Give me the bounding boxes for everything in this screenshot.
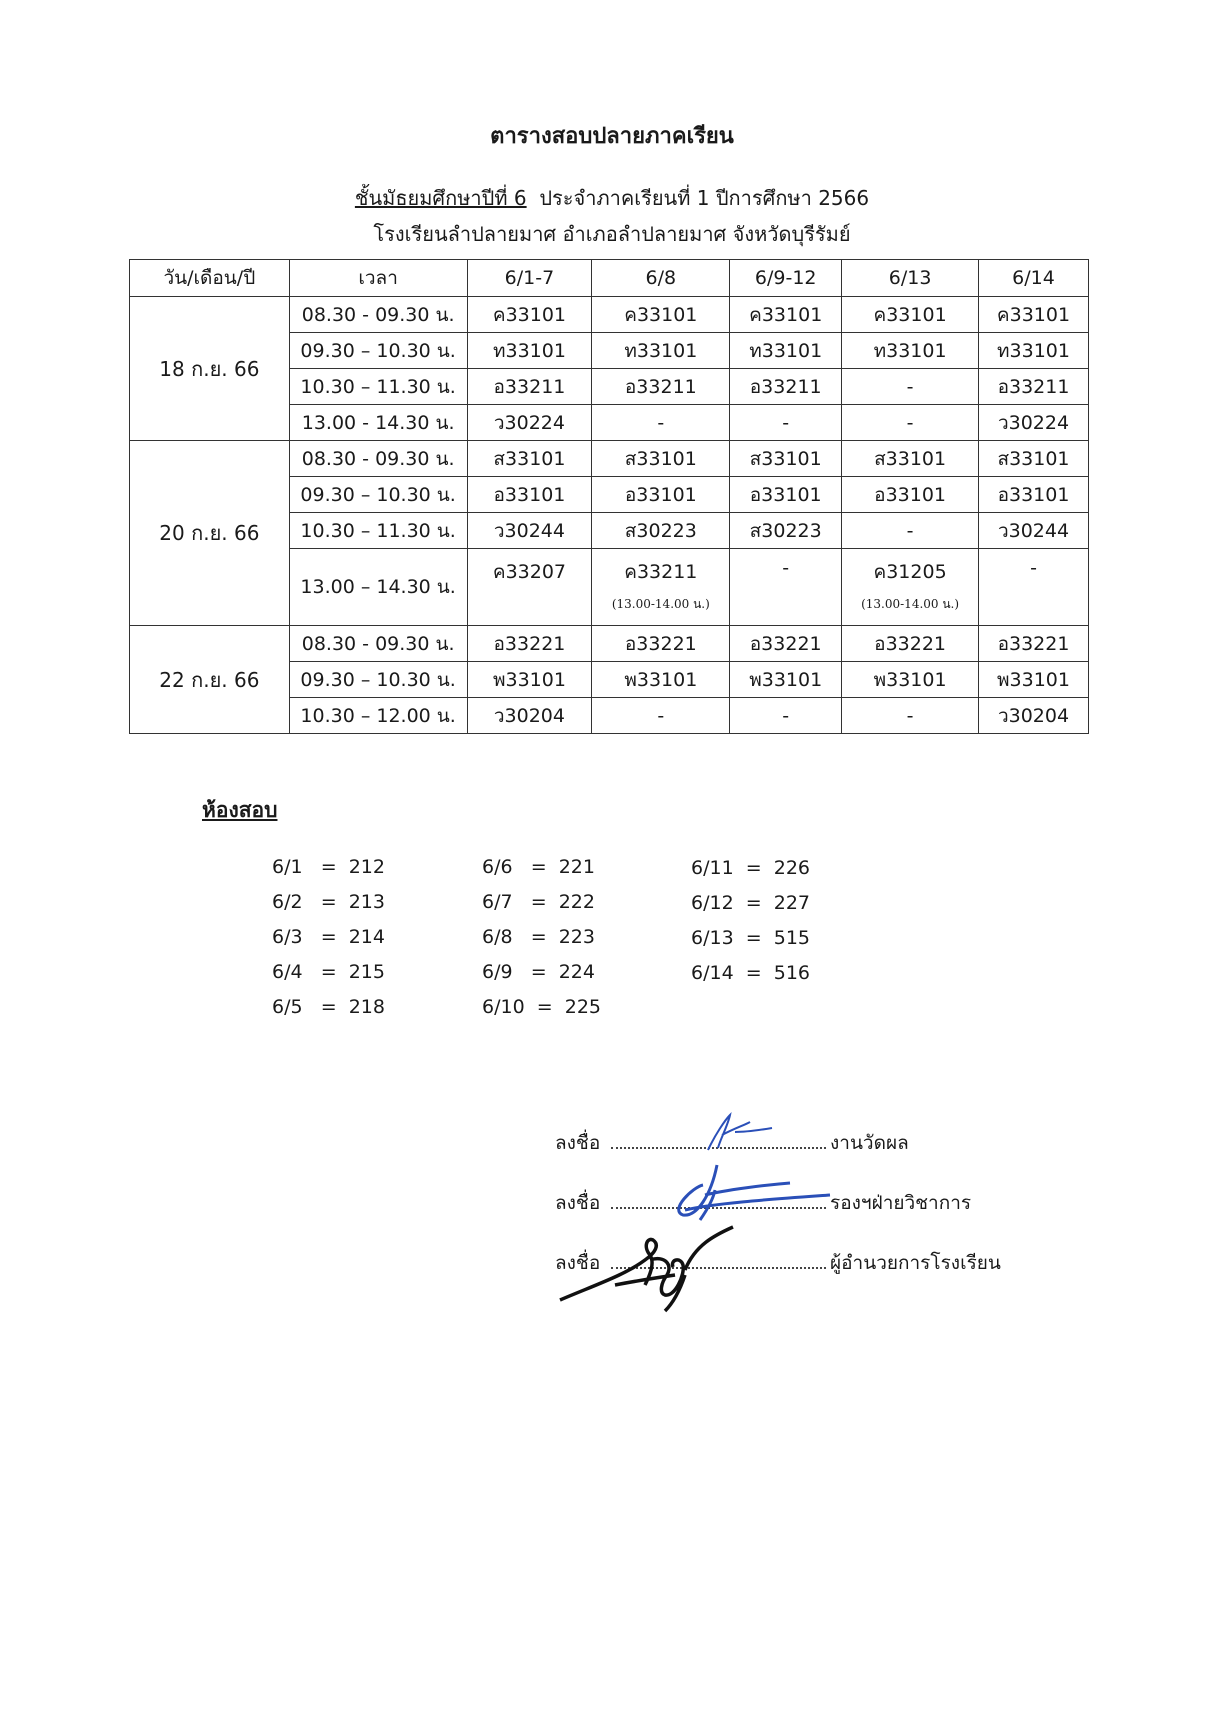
subject-cell: ว30224 — [467, 405, 592, 441]
subject-cell: ว30244 — [979, 513, 1089, 549]
room-entry: 6/1 = 212 — [272, 856, 385, 878]
subject-cell: ว30224 — [979, 405, 1089, 441]
table-row — [130, 626, 1089, 662]
subject-cell — [979, 549, 1089, 626]
subject-code: - — [1030, 557, 1037, 579]
subject-cell: พ33101 — [592, 662, 730, 698]
subject-cell: อ33221 — [730, 626, 842, 662]
time-cell: 09.30 – 10.30 น. — [289, 662, 467, 698]
subject-cell: ค33101 — [592, 297, 730, 333]
subject-cell: อ33101 — [592, 477, 730, 513]
header-time: เวลา — [289, 260, 467, 297]
subject-cell: ส33101 — [467, 441, 592, 477]
subject-cell: ส33101 — [730, 441, 842, 477]
subject-cell: ค33101 — [730, 297, 842, 333]
subject-cell: ส30223 — [592, 513, 730, 549]
subject-cell: - — [842, 405, 979, 441]
subject-cell: อ33221 — [979, 626, 1089, 662]
time-cell: 08.30 - 09.30 น. — [289, 441, 467, 477]
subject-cell: ท33101 — [730, 333, 842, 369]
room-entry: 6/4 = 215 — [272, 961, 385, 983]
subject-cell: อ33221 — [592, 626, 730, 662]
subject-cell: ท33101 — [467, 333, 592, 369]
subject-cell: ว30204 — [979, 698, 1089, 734]
subject-cell: อ33211 — [730, 369, 842, 405]
rooms-heading: ห้องสอบ — [202, 798, 278, 822]
subject-cell — [592, 549, 730, 626]
header-date: วัน/เดือน/ปี — [130, 260, 290, 297]
header-class-6-8: 6/8 — [592, 260, 730, 297]
subject-cell: ว30244 — [467, 513, 592, 549]
time-cell: 09.30 – 10.30 น. — [289, 477, 467, 513]
time-cell: 13.00 – 14.30 น. — [289, 549, 467, 626]
subject-cell: ค33101 — [467, 297, 592, 333]
subject-cell: อ33211 — [592, 369, 730, 405]
table-header-row — [130, 260, 1089, 297]
subject-code: - — [782, 557, 790, 579]
time-cell: 10.30 – 12.00 น. — [289, 698, 467, 734]
subject-code: ค33211 — [624, 561, 698, 583]
subject-cell: ค33101 — [979, 297, 1089, 333]
room-entry: 6/9 = 224 — [482, 961, 595, 983]
date-cell: 20 ก.ย. 66 — [130, 441, 290, 626]
room-entry: 6/6 = 221 — [482, 856, 595, 878]
time-cell: 08.30 - 09.30 น. — [289, 626, 467, 662]
subject-cell: ท33101 — [979, 333, 1089, 369]
handwritten-signature-1 — [680, 1110, 790, 1160]
subject-cell: ส30223 — [730, 513, 842, 549]
sign-label: ลงชื่อ — [555, 1192, 601, 1214]
header-class-6-9-12: 6/9-12 — [730, 260, 842, 297]
room-entry: 6/3 = 214 — [272, 926, 385, 948]
room-entry: 6/10 = 225 — [482, 996, 602, 1018]
time-note: (13.00-14.00 น.) — [611, 597, 710, 611]
subject-cell: ส33101 — [842, 441, 979, 477]
subject-code: ค31205 — [873, 561, 947, 583]
room-entry: 6/2 = 213 — [272, 891, 385, 913]
subject-cell: พ33101 — [842, 662, 979, 698]
subject-cell: ค33101 — [842, 297, 979, 333]
time-cell: 10.30 – 11.30 น. — [289, 513, 467, 549]
subject-cell: - — [730, 405, 842, 441]
time-note: (13.00-14.00 น.) — [861, 597, 960, 611]
time-cell: 13.00 - 14.30 น. — [289, 405, 467, 441]
subtitle-level: ชั้นมัธยมศึกษาปีที่ 6 — [354, 186, 527, 210]
sign-role: งานวัดผล — [830, 1132, 909, 1154]
subject-cell: ว30204 — [467, 698, 592, 734]
room-entry: 6/12 = 227 — [691, 892, 811, 914]
date-cell: 22 ก.ย. 66 — [130, 626, 290, 734]
subject-code: ค33207 — [492, 561, 567, 583]
exam-schedule-table — [129, 259, 1089, 734]
header-class-6-14: 6/14 — [979, 260, 1089, 297]
subject-cell: ท33101 — [842, 333, 979, 369]
subtitle-level-term — [0, 182, 1224, 214]
page-title: ตารางสอบปลายภาคเรียน — [490, 124, 734, 149]
subject-cell: ส33101 — [979, 441, 1089, 477]
sign-role: รองฯฝ่ายวิชาการ — [830, 1192, 972, 1214]
sign-label: ลงชื่อ — [555, 1132, 601, 1154]
subject-cell: อ33101 — [979, 477, 1089, 513]
sign-label: ลงชื่อ — [555, 1252, 601, 1274]
date-cell: 18 ก.ย. 66 — [130, 297, 290, 441]
subtitle-term: ประจำภาคเรียนที่ 1 ปีการศึกษา 2566 — [539, 186, 870, 210]
subject-cell: พ33101 — [730, 662, 842, 698]
subject-cell: ท33101 — [592, 333, 730, 369]
subject-cell: อ33101 — [842, 477, 979, 513]
subject-cell: ส33101 — [592, 441, 730, 477]
subject-cell: - — [592, 698, 730, 734]
subject-cell: อ33211 — [467, 369, 592, 405]
header-class-6-1-7: 6/1-7 — [467, 260, 592, 297]
room-entry: 6/14 = 516 — [691, 962, 811, 984]
subtitle-school: โรงเรียนลำปลายมาศ อำเภอลำปลายมาศ จังหวัดบุรีรัมย์ — [373, 222, 851, 246]
time-cell: 08.30 - 09.30 น. — [289, 297, 467, 333]
room-entry: 6/5 = 218 — [272, 996, 385, 1018]
time-cell: 09.30 – 10.30 น. — [289, 333, 467, 369]
subject-cell — [730, 549, 842, 626]
subject-cell: อ33101 — [730, 477, 842, 513]
subject-cell: อ33221 — [467, 626, 592, 662]
subject-cell: อ33101 — [467, 477, 592, 513]
subject-cell: พ33101 — [979, 662, 1089, 698]
subject-cell: อ33221 — [842, 626, 979, 662]
room-entry: 6/7 = 222 — [482, 891, 595, 913]
room-entry: 6/13 = 515 — [691, 927, 811, 949]
room-entry: 6/8 = 223 — [482, 926, 595, 948]
room-entry: 6/11 = 226 — [691, 857, 811, 879]
subject-cell — [467, 549, 592, 626]
subject-cell: - — [592, 405, 730, 441]
subject-cell: - — [730, 698, 842, 734]
subject-cell — [842, 549, 979, 626]
subject-cell: - — [842, 698, 979, 734]
subject-cell: อ33211 — [979, 369, 1089, 405]
subject-cell: - — [842, 513, 979, 549]
sign-role: ผู้อำนวยการโรงเรียน — [830, 1252, 1001, 1274]
header-class-6-13: 6/13 — [842, 260, 979, 297]
table-row — [130, 297, 1089, 333]
subject-cell: - — [842, 369, 979, 405]
subject-cell: พ33101 — [467, 662, 592, 698]
table-row — [130, 441, 1089, 477]
handwritten-signature-3 — [555, 1215, 815, 1315]
time-cell: 10.30 – 11.30 น. — [289, 369, 467, 405]
